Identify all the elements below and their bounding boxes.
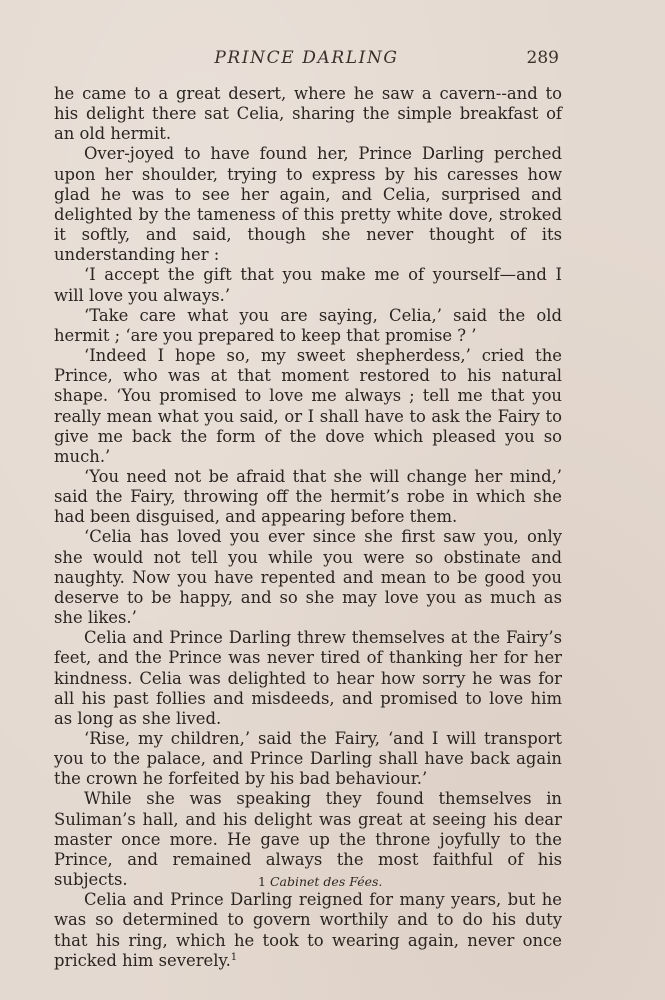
paragraph-with-footnote bbox=[54, 890, 562, 971]
footnote bbox=[258, 874, 382, 889]
paragraph: ‘Take care what you are saying, Celia,’ said the old hermit ; ‘are you prepared to keep that promise ? ’ bbox=[54, 305, 562, 345]
paragraph: ‘You need not be afraid that she will change her mind,’ said the Fairy, throwing off the hermit’s robe in which she had been disguised, and appearing before them. bbox=[54, 466, 562, 527]
paragraph: ‘Celia has loved you ever since she first saw you, only she would not tell you while you were so obstinate and naughty. Now you have repented and mean to be good you deserve to be happy, and so she may love you as much as she likes.’ bbox=[54, 527, 562, 628]
paragraph: ‘I accept the gift that you make me of yourself—and I will love you always.’ bbox=[54, 265, 562, 305]
running-head bbox=[54, 48, 559, 70]
body-text bbox=[54, 84, 562, 971]
paragraph: While she was speaking they found themselves in Suliman’s hall, and his delight was great at seeing his dear master once more. He gave up the throne joyfully to the Prince, and remained always the most faithful of his subjects. bbox=[54, 789, 562, 890]
paragraph: ‘Indeed I hope so, my sweet shepherdess,’ cried the Prince, who was at that moment restored to his natural shape. ‘You promised to love me always ; tell me that you really mean what you said, or I shall have to ask the Fairy to give me back the form of the dove which pleased you so much.’ bbox=[54, 346, 562, 466]
footnote-reference: 1 bbox=[230, 951, 238, 963]
footnote-marker: 1 bbox=[258, 874, 266, 889]
paragraph-text: Celia and Prince Darling reigned for many years, but he was so determined to govern worthily and to do his duty that his ring, which he took to wearing again, never once pricked him severely. bbox=[54, 890, 562, 970]
paragraph: Over-joyed to have found her, Prince Darling perched upon her shoulder, trying to express by his caresses how glad he was to see her again, and Celia, surprised and delighted by the tameness of this pretty white dove, stroked it softly, and said, though she never thought of its understanding her : bbox=[54, 144, 562, 265]
running-title: PRINCE DARLING bbox=[214, 48, 399, 68]
paragraph: he came to a great desert, where he saw a cavern--and to his delight there sat Celia, sharing the simple breakfast of an old hermit. bbox=[54, 84, 562, 144]
page-number: 289 bbox=[526, 48, 559, 68]
paragraph: ‘Rise, my children,’ said the Fairy, ‘and I will transport you to the palace, and Prince Darling shall have back again the crown he forfeited by his bad behaviour.’ bbox=[54, 729, 562, 789]
paragraph: Celia and Prince Darling threw themselves at the Fairy’s feet, and the Prince was never tired of thanking her for her kindness. Celia was delighted to hear how sorry he was for all his past follies and misdeeds, and promised to love him as long as she lived. bbox=[54, 628, 562, 728]
footnote-text: Cabinet des Fées. bbox=[269, 874, 383, 889]
